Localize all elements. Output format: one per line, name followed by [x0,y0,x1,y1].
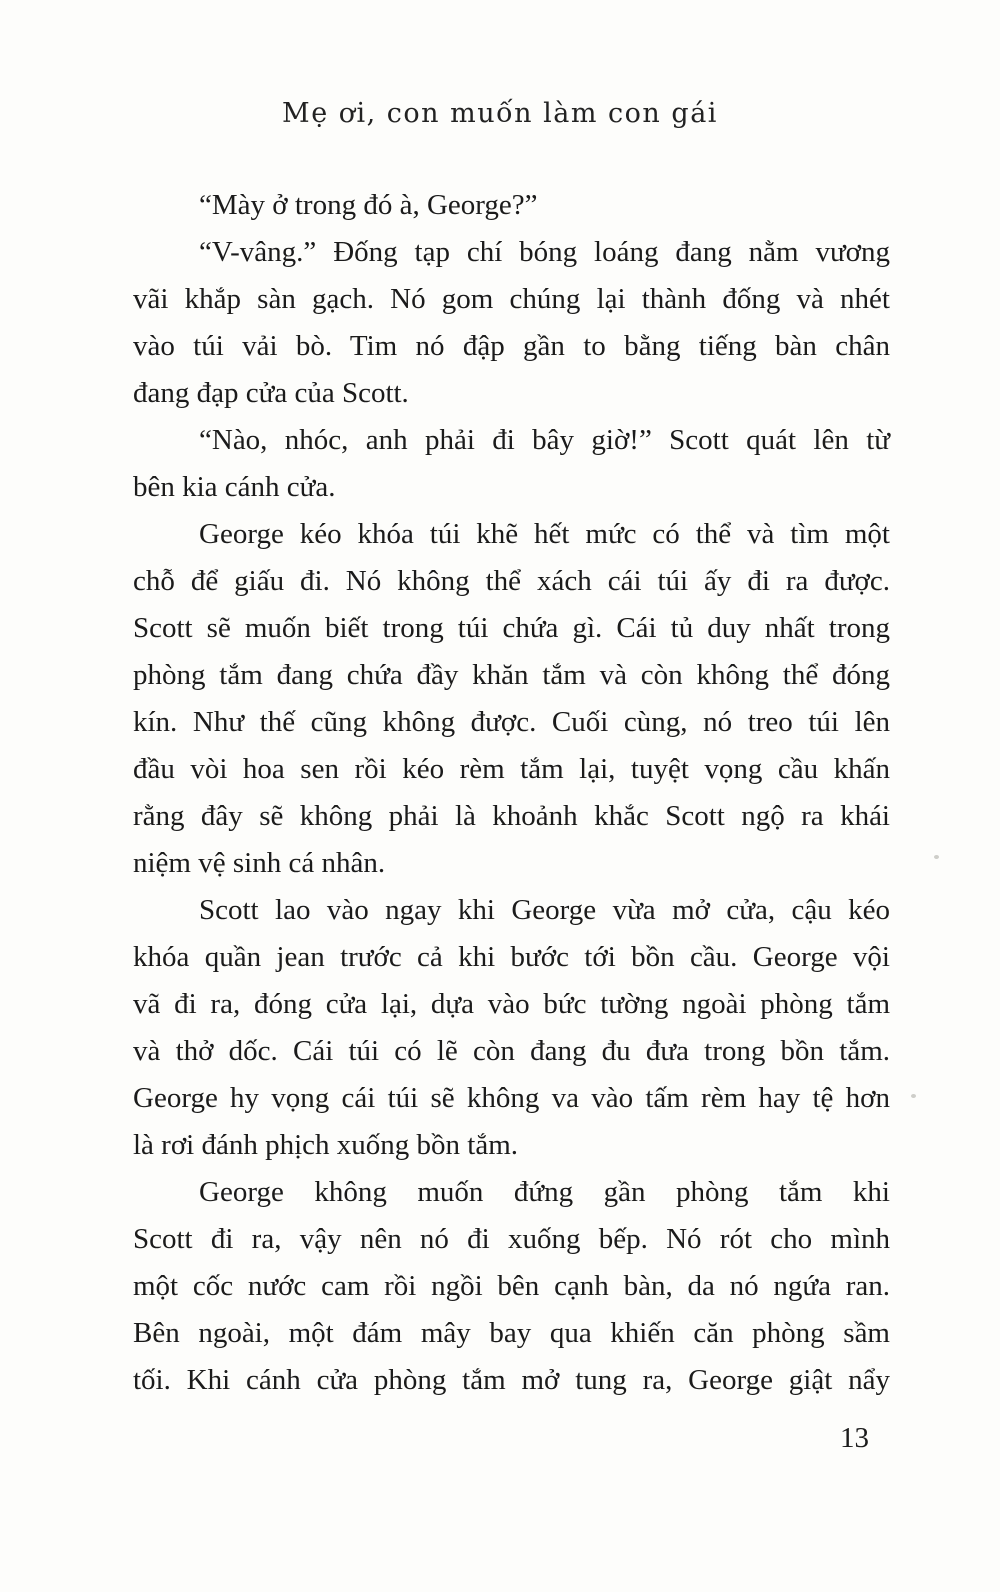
text-line: kín. Như thế cũng không được. Cuối cùng, nó treo túi lên [133,706,890,738]
text-line: tối. Khi cánh cửa phòng tắm mở tung ra, George giật nẩy [133,1364,890,1396]
text-line: vã đi ra, đóng cửa lại, dựa vào bức tường ngoài phòng tắm [133,988,890,1020]
text-line: Scott sẽ muốn biết trong túi chứa gì. Cái tủ duy nhất trong [133,612,890,644]
text-line: là rơi đánh phịch xuống bồn tắm. [133,1129,519,1161]
text-line: đầu vòi hoa sen rồi kéo rèm tắm lại, tuyệt vọng cầu khấn [133,753,890,785]
text-line: bên kia cánh cửa. [133,471,336,503]
text-line: Scott lao vào ngay khi George vừa mở cửa, cậu kéo [199,894,890,926]
text-line: phòng tắm đang chứa đầy khăn tắm và còn không thể đóng [133,659,890,691]
text-line: khóa quần jean trước cả khi bước tới bồn cầu. George vội [133,941,890,973]
scan-speck [934,855,939,859]
text-line: đang đạp cửa của Scott. [133,377,409,409]
text-line: niệm vệ sinh cá nhân. [133,847,386,879]
text-line: rằng đây sẽ không phải là khoảnh khắc Scott ngộ ra khái [133,800,890,832]
text-line: “Nào, nhóc, anh phải đi bây giờ!” Scott quát lên từ [199,424,890,456]
text-line: và thở dốc. Cái túi có lẽ còn đang đu đưa trong bồn tắm. [133,1035,890,1067]
text-line: chỗ để giấu đi. Nó không thể xách cái túi ấy đi ra được. [133,565,890,597]
text-line: vãi khắp sàn gạch. Nó gom chúng lại thành đống và nhét [133,283,890,315]
text-line: vào túi vải bò. Tim nó đập gần to bằng tiếng bàn chân [133,330,890,362]
text-line: George hy vọng cái túi sẽ không va vào tấm rèm hay tệ hơn [133,1082,890,1114]
text-line: “V-vâng.” Đống tạp chí bóng loáng đang nằm vương [199,236,890,268]
text-line: “Mày ở trong đó à, George?” [199,189,538,221]
text-line: George không muốn đứng gần phòng tắm khi [199,1176,890,1208]
scan-speck [911,1094,916,1098]
text-line: George kéo khóa túi khẽ hết mức có thể và tìm một [199,518,890,550]
text-line: một cốc nước cam rồi ngồi bên cạnh bàn, da nó ngứa ran. [133,1270,890,1302]
text-line: Bên ngoài, một đám mây bay qua khiến căn phòng sầm [133,1317,890,1349]
body-text [133,182,890,1404]
text-line: Scott đi ra, vậy nên nó đi xuống bếp. Nó rót cho mình [133,1223,890,1255]
page-number: 13 [840,1422,869,1454]
running-header: Mẹ ơi, con muốn làm con gái [282,98,718,129]
